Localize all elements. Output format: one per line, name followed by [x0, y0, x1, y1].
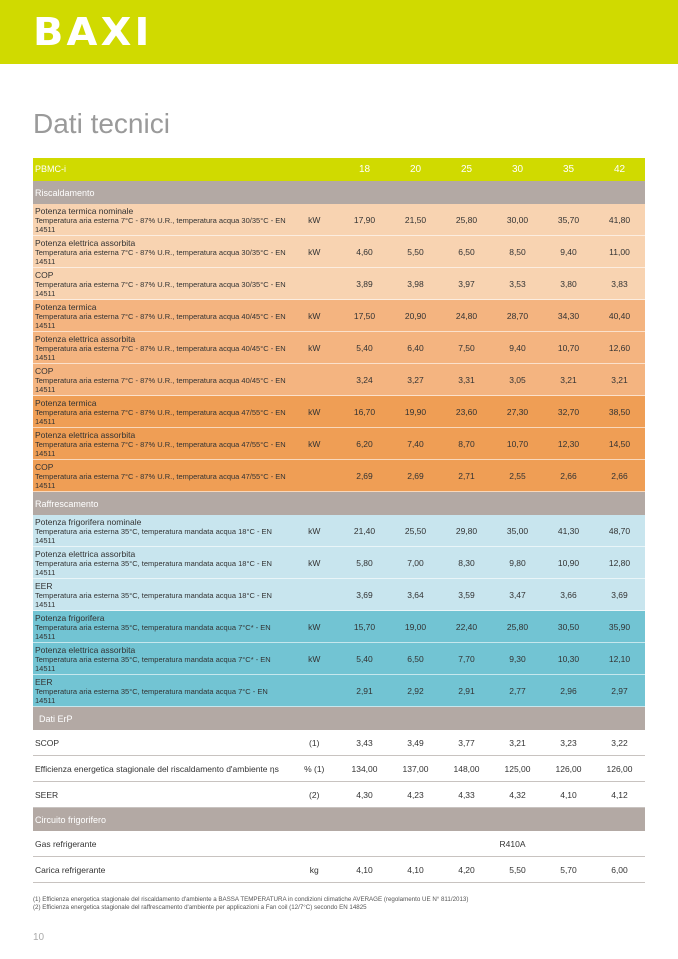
row-values — [339, 622, 645, 632]
row-label — [33, 581, 289, 609]
section-cooling-label: Raffrescamento — [35, 498, 99, 509]
row-subtitle: Temperatura aria esterna 7°C - 87% U.R., temperatura acqua 47/55°C - EN 14511 — [35, 407, 286, 426]
cell-value: 30,50 — [557, 621, 580, 632]
row-label — [33, 613, 289, 641]
row-title: Potenza elettrica assorbita — [35, 429, 136, 440]
row-values — [339, 375, 645, 385]
row-label — [33, 865, 289, 875]
cell-value: 5,50 — [509, 864, 526, 875]
table-row — [33, 782, 645, 808]
row-label — [33, 677, 289, 705]
cell-value: 7,40 — [407, 438, 424, 449]
table-row — [33, 460, 645, 492]
row-values — [339, 790, 645, 800]
cooling-rows — [33, 515, 645, 707]
row-label — [33, 270, 289, 298]
row-subtitle: Temperatura aria esterna 7°C - 87% U.R., temperatura acqua 30/35°C - EN 14511 — [35, 247, 286, 266]
row-unit: kW — [308, 438, 321, 449]
table-row — [33, 643, 645, 675]
cell-value: 4,20 — [458, 864, 475, 875]
cell-value: 134,00 — [351, 763, 378, 774]
row-title: Potenza termica — [35, 301, 97, 312]
section-circuit-label: Circuito frigorifero — [35, 814, 107, 825]
row-subtitle: Temperatura aria esterna 7°C - 87% U.R., temperatura acqua 47/55°C - EN 14511 — [35, 471, 286, 490]
row-label — [33, 430, 289, 458]
row-subtitle: Temperatura aria esterna 7°C - 87% U.R., temperatura acqua 47/55°C - EN 14511 — [35, 439, 286, 458]
row-title: COP — [35, 461, 54, 472]
row-unit: kW — [308, 525, 321, 536]
cell-value: 3,21 — [509, 737, 526, 748]
cell-value: 17,50 — [353, 310, 376, 321]
row-label — [33, 462, 289, 490]
cell-value: 2,69 — [356, 470, 373, 481]
cell-value: 3,21 — [560, 374, 577, 385]
cell-value: 16,70 — [353, 406, 376, 417]
table-row — [33, 396, 645, 428]
table-row — [33, 332, 645, 364]
row-title: Potenza elettrica assorbita — [35, 237, 136, 248]
row-subtitle: Temperatura aria esterna 7°C - 87% U.R., temperatura acqua 40/45°C - EN 14511 — [35, 343, 286, 362]
cell-value: 15,70 — [353, 621, 376, 632]
cell-value: 3,53 — [509, 278, 526, 289]
cell-value: 9,80 — [509, 557, 526, 568]
cell-value: 34,30 — [557, 310, 580, 321]
row-unit: (1) — [309, 737, 320, 748]
cell-value: 2,96 — [560, 685, 577, 696]
cell-value: 3,49 — [407, 737, 424, 748]
cell-value: 4,30 — [356, 789, 373, 800]
table-row — [33, 268, 645, 300]
row-values — [339, 439, 645, 449]
table-row — [33, 515, 645, 547]
row-values — [339, 654, 645, 664]
row-title: COP — [35, 365, 54, 376]
row-label — [33, 398, 289, 426]
cell-value: 48,70 — [608, 525, 631, 536]
row-title: Efficienza energetica stagionale del riscaldamento d'ambiente ηs — [35, 763, 279, 774]
cell-value: 4,32 — [509, 789, 526, 800]
cell-value: 3,98 — [407, 278, 424, 289]
row-subtitle: Temperatura aria esterna 7°C - 87% U.R., temperatura acqua 40/45°C - EN 14511 — [35, 311, 286, 330]
table-row — [33, 730, 645, 756]
cell-value: 19,90 — [404, 406, 427, 417]
row-subtitle: Temperatura aria esterna 7°C - 87% U.R., temperatura acqua 30/35°C - EN 14511 — [35, 215, 286, 234]
row-values — [339, 407, 645, 417]
technical-data-table — [33, 158, 645, 883]
row-unit: kW — [308, 653, 321, 664]
table-row — [33, 857, 645, 883]
cell-value: 2,55 — [509, 470, 526, 481]
cell-value: 6,50 — [407, 653, 424, 664]
row-unit: kW — [308, 246, 321, 257]
row-subtitle: Temperatura aria esterna 35°C, temperatura mandata acqua 7°C* - EN 14511 — [35, 622, 271, 641]
table-row — [33, 579, 645, 611]
table-header-row — [33, 158, 645, 181]
cell-value: 7,50 — [458, 342, 475, 353]
cell-value: 2,97 — [611, 685, 628, 696]
cell-value: 6,40 — [407, 342, 424, 353]
cell-value: 126,00 — [606, 763, 633, 774]
cell-value: 12,30 — [557, 438, 580, 449]
row-title: EER — [35, 676, 53, 687]
table-row — [33, 675, 645, 707]
cell-value: 10,30 — [557, 653, 580, 664]
row-title: SCOP — [35, 737, 60, 748]
cell-value: 8,30 — [458, 557, 475, 568]
footnote-2: (2) Efficienza energetica stagionale del raffrescamento d'ambiente per applicazioni a Fan coil (12/7°C) secondo EN 14825 — [33, 904, 367, 911]
cell-value: 29,80 — [455, 525, 478, 536]
cell-value: 17,90 — [353, 214, 376, 225]
size-header-25: 25 — [460, 164, 473, 175]
cell-value: 3,59 — [458, 589, 475, 600]
heating-rows — [33, 204, 645, 492]
cell-value: 2,66 — [611, 470, 628, 481]
size-header-42: 42 — [613, 164, 626, 175]
row-values — [339, 686, 645, 696]
table-row — [33, 611, 645, 643]
row-unit: kW — [308, 557, 321, 568]
size-header-30: 30 — [511, 164, 524, 175]
cell-value: 5,50 — [407, 246, 424, 257]
row-title: Potenza termica — [35, 397, 97, 408]
row-title: Potenza elettrica assorbita — [35, 333, 136, 344]
row-label — [33, 334, 289, 362]
cell-value: 25,80 — [455, 214, 478, 225]
cell-value: 30,00 — [506, 214, 529, 225]
cell-value: 6,50 — [458, 246, 475, 257]
cell-value: 12,10 — [608, 653, 631, 664]
brand-header-bar — [0, 0, 678, 64]
row-unit: % (1) — [304, 763, 325, 774]
cell-value: 25,80 — [506, 621, 529, 632]
row-title: COP — [35, 269, 54, 280]
table-row — [33, 756, 645, 782]
row-label — [33, 366, 289, 394]
section-erp — [33, 707, 645, 730]
cell-value: 10,90 — [557, 557, 580, 568]
cell-value: 3,05 — [509, 374, 526, 385]
cell-value: 3,24 — [356, 374, 373, 385]
footnote-1: (1) Efficienza energetica stagionale del riscaldamento d'ambiente a BASSA TEMPERATURA in condizioni climatiche AVERAGE (regolamento UE N° 811/2013) — [33, 896, 469, 903]
row-unit: kW — [308, 214, 321, 225]
cell-value: 4,60 — [356, 246, 373, 257]
cell-value: 2,91 — [458, 685, 475, 696]
cell-value: 20,90 — [404, 310, 427, 321]
cell-value: 7,00 — [407, 557, 424, 568]
cell-value: 2,92 — [407, 685, 424, 696]
row-values — [339, 764, 645, 774]
cell-value: 4,10 — [356, 864, 373, 875]
size-header-20: 20 — [409, 164, 422, 175]
cell-value: 38,50 — [608, 406, 631, 417]
table-row — [33, 547, 645, 579]
page-number: 10 — [33, 932, 45, 943]
row-label — [33, 238, 289, 266]
size-columns — [339, 164, 645, 175]
cell-value: 21,40 — [353, 525, 376, 536]
row-label — [33, 206, 289, 234]
row-title: Potenza elettrica assorbita — [35, 644, 136, 655]
row-title: Potenza frigorifera — [35, 612, 105, 623]
cell-value: 14,50 — [608, 438, 631, 449]
table-row — [33, 204, 645, 236]
cell-value: 2,71 — [458, 470, 475, 481]
row-unit: kW — [308, 310, 321, 321]
cell-value: 3,27 — [407, 374, 424, 385]
cell-value: 3,66 — [560, 589, 577, 600]
cell-value: 137,00 — [402, 763, 429, 774]
size-header-18: 18 — [358, 164, 371, 175]
cell-value: 3,83 — [611, 278, 628, 289]
table-row — [33, 236, 645, 268]
section-circuit — [33, 808, 645, 831]
cell-value: 3,31 — [458, 374, 475, 385]
cell-value: 2,69 — [407, 470, 424, 481]
row-label — [33, 645, 289, 673]
cell-value: 3,80 — [560, 278, 577, 289]
row-values — [339, 590, 645, 600]
cell-value: 5,40 — [356, 342, 373, 353]
cell-value: 3,22 — [611, 737, 628, 748]
cell-value: 9,40 — [560, 246, 577, 257]
cell-value: 3,89 — [356, 278, 373, 289]
section-heating — [33, 181, 645, 204]
row-label — [33, 790, 289, 800]
cell-value: 5,70 — [560, 864, 577, 875]
cell-value: 40,40 — [608, 310, 631, 321]
row-label — [33, 517, 289, 545]
cell-value: 4,10 — [560, 789, 577, 800]
row-values — [339, 558, 645, 568]
cell-value: 10,70 — [557, 342, 580, 353]
section-cooling — [33, 492, 645, 515]
row-values — [339, 247, 645, 257]
cell-value: 3,97 — [458, 278, 475, 289]
row-values — [339, 311, 645, 321]
erp-rows — [33, 730, 645, 808]
row-title: Potenza elettrica assorbita — [35, 548, 136, 559]
gas-value: R410A — [499, 838, 526, 849]
table-row — [33, 428, 645, 460]
row-subtitle: Temperatura aria esterna 35°C, temperatura mandata acqua 7°C - EN 14511 — [35, 686, 268, 705]
cell-value: 24,80 — [455, 310, 478, 321]
cell-value: 3,77 — [458, 737, 475, 748]
cell-value: 2,77 — [509, 685, 526, 696]
cell-value: 3,69 — [356, 589, 373, 600]
cell-value: 11,00 — [609, 246, 630, 257]
cell-value: 4,23 — [407, 789, 424, 800]
cell-value: 19,00 — [404, 621, 427, 632]
cell-value: 4,12 — [611, 789, 628, 800]
cell-value: 8,50 — [509, 246, 526, 257]
cell-value: 4,33 — [458, 789, 475, 800]
cell-value: 3,69 — [611, 589, 628, 600]
cell-value: 6,00 — [611, 864, 628, 875]
cell-value: 7,70 — [458, 653, 475, 664]
table-row — [33, 364, 645, 396]
row-label — [33, 764, 289, 774]
cell-value: 3,47 — [509, 589, 526, 600]
cell-value: 9,40 — [509, 342, 526, 353]
cell-value: 3,23 — [560, 737, 577, 748]
row-unit: kW — [308, 621, 321, 632]
row-values — [339, 471, 645, 481]
row-values — [339, 279, 645, 289]
cell-value: 12,80 — [608, 557, 631, 568]
gas-label: Gas refrigerante — [35, 838, 97, 849]
cell-value: 2,91 — [356, 685, 373, 696]
cell-value: 35,70 — [557, 214, 580, 225]
cell-value: 148,00 — [453, 763, 480, 774]
row-values — [339, 343, 645, 353]
cell-value: 27,30 — [506, 406, 529, 417]
gas-row — [33, 831, 645, 857]
table-row — [33, 300, 645, 332]
row-title: EER — [35, 580, 53, 591]
cell-value: 35,00 — [506, 525, 529, 536]
baxi-logo: BAXI — [33, 10, 153, 54]
row-label — [33, 738, 289, 748]
size-header-35: 35 — [562, 164, 575, 175]
row-title: Potenza termica nominale — [35, 205, 134, 216]
cell-value: 3,64 — [407, 589, 424, 600]
row-values — [339, 215, 645, 225]
row-subtitle: Temperatura aria esterna 7°C - 87% U.R., temperatura acqua 40/45°C - EN 14511 — [35, 375, 286, 394]
row-subtitle: Temperatura aria esterna 35°C, temperatura mandata acqua 18°C - EN 14511 — [35, 526, 272, 545]
cell-value: 6,20 — [356, 438, 373, 449]
model-label: PBMC-i — [35, 164, 66, 174]
row-values — [339, 738, 645, 748]
row-subtitle: Temperatura aria esterna 35°C, temperatura mandata acqua 18°C - EN 14511 — [35, 558, 272, 577]
row-title: Potenza frigorifera nominale — [35, 516, 142, 527]
cell-value: 4,10 — [407, 864, 424, 875]
row-label — [33, 549, 289, 577]
footnotes — [33, 896, 645, 912]
cell-value: 9,30 — [509, 653, 526, 664]
cell-value: 28,70 — [506, 310, 529, 321]
cell-value: 25,50 — [404, 525, 427, 536]
section-heating-label: Riscaldamento — [35, 187, 95, 198]
cell-value: 10,70 — [506, 438, 529, 449]
cell-value: 23,60 — [455, 406, 478, 417]
row-title: SEER — [35, 789, 59, 800]
row-subtitle: Temperatura aria esterna 7°C - 87% U.R., temperatura acqua 30/35°C - EN 14511 — [35, 279, 286, 298]
row-label — [33, 302, 289, 330]
cell-value: 35,90 — [608, 621, 631, 632]
cell-value: 125,00 — [504, 763, 531, 774]
section-erp-label: Dati ErP — [39, 713, 73, 724]
cell-value: 3,21 — [611, 374, 628, 385]
row-unit: kg — [309, 864, 319, 875]
cell-value: 32,70 — [557, 406, 580, 417]
row-unit: (2) — [309, 789, 320, 800]
row-values — [339, 526, 645, 536]
cell-value: 5,80 — [356, 557, 373, 568]
cell-value: 41,80 — [608, 214, 631, 225]
row-values — [339, 865, 645, 875]
row-unit: kW — [308, 406, 321, 417]
cell-value: 8,70 — [458, 438, 475, 449]
cell-value: 12,60 — [608, 342, 631, 353]
cell-value: 2,66 — [560, 470, 577, 481]
cell-value: 41,30 — [557, 525, 580, 536]
row-unit: kW — [308, 342, 321, 353]
page-title: Dati tecnici — [33, 108, 170, 139]
cell-value: 126,00 — [555, 763, 582, 774]
row-subtitle: Temperatura aria esterna 35°C, temperatura mandata acqua 18°C - EN 14511 — [35, 590, 272, 609]
row-title: Carica refrigerante — [35, 864, 106, 875]
cell-value: 22,40 — [455, 621, 478, 632]
cell-value: 5,40 — [356, 653, 373, 664]
row-subtitle: Temperatura aria esterna 35°C, temperatura mandata acqua 7°C* - EN 14511 — [35, 654, 271, 673]
cell-value: 21,50 — [404, 214, 427, 225]
cell-value: 3,43 — [356, 737, 373, 748]
